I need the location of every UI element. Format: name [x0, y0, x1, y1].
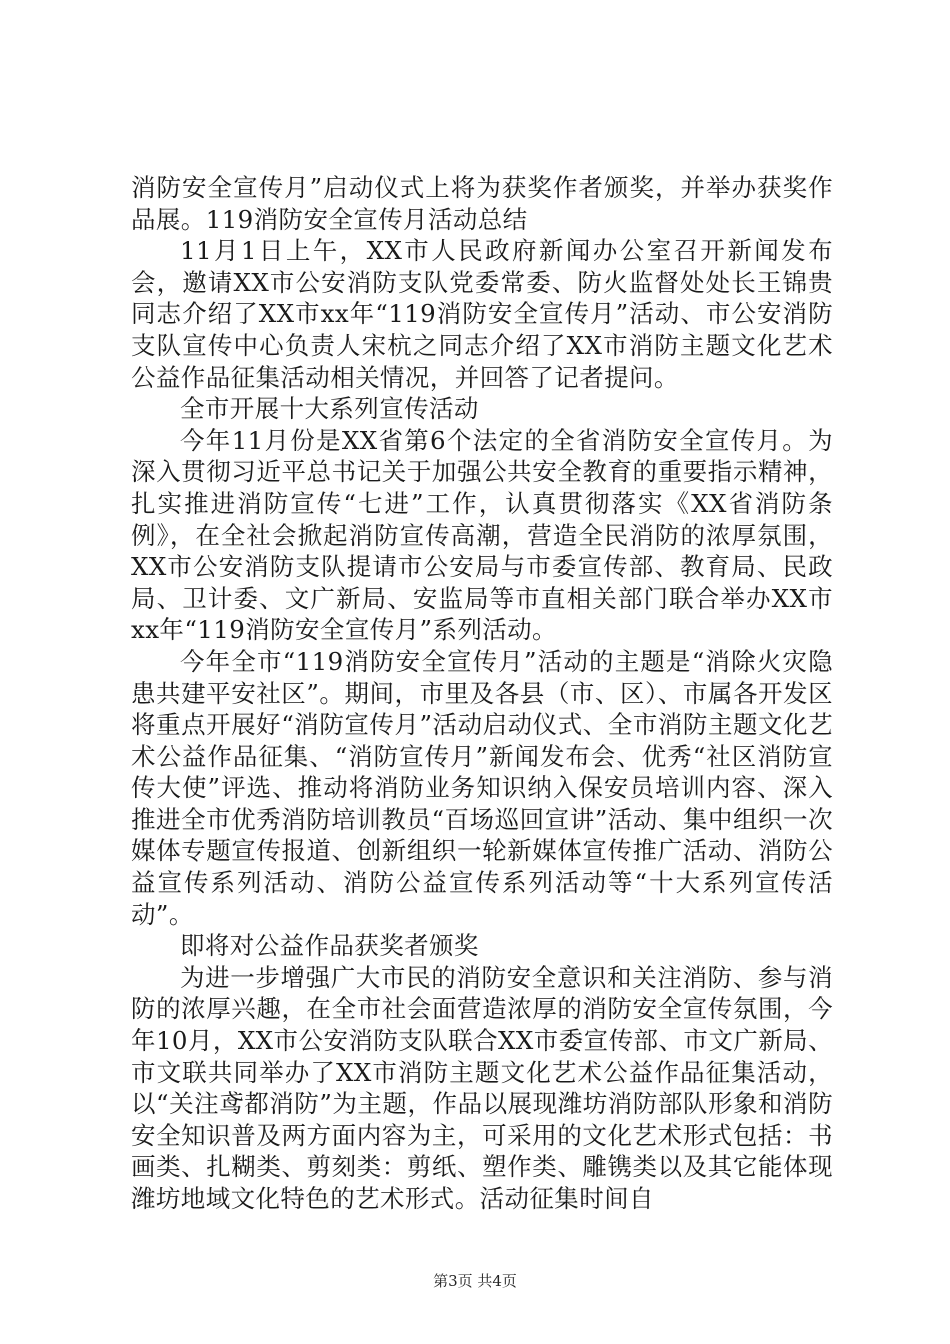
paragraph-activity-theme: 今年全市“119消防安全宣传月”活动的主题是“消除火灾隐患共建平安社区”。期间，市里及各县（市、区）、市属各开发区将重点开展好“消防宣传月”活动启动仪式、全市消防主题文化艺术公益作品征集、“消防宣传月”新闻发布会、优秀“社区消防宣传大使”评选、推动将消防业务知识纳入保安员培训内容、深入推进全市优秀消防培训教员“百场巡回宣讲”活动、集中组织一次媒体专题宣传报道、创新组织一轮新媒体宣传推广活动、消防公益宣传系列活动、消防公益宣传系列活动等“十大系列宣传活动”。: [131, 646, 833, 929]
document-body: [131, 172, 833, 1215]
section-heading-ten-activities: 全市开展十大系列宣传活动: [180, 394, 479, 424]
page-number: 第3页 共4页: [433, 1272, 517, 1290]
paragraph-continuation: 消防安全宣传月”启动仪式上将为获奖作者颁奖，并举办获奖作品展。119消防安全宣传月活动总结: [131, 173, 833, 234]
paragraph-press-conference: 11月1日上午，XX市人民政府新闻办公室召开新闻发布会，邀请XX市公安消防支队党委常委、防火监督处处长王锦贵同志介绍了XX市xx年“119消防安全宣传月”活动、市公安消防支队宣传中心负责人宋杭之同志介绍了XX市消防主题文化艺术公益作品征集活动相关情况，并回答了记者提问。: [131, 236, 833, 392]
paragraph-art-collection: 为进一步增强广大市民的消防安全意识和关注消防、参与消防的浓厚兴趣，在全市社会面营造浓厚的消防安全宣传氛围，今年10月，XX市公安消防支队联合XX市委宣传部、市文广新局、市文联共同举办了XX市消防主题文化艺术公益作品征集活动，以“关注鸢都消防”为主题，作品以展现潍坊消防部队形象和消防安全知识普及两方面内容为主，可采用的文化艺术形式包括：书画类、扎糊类、剪刻类：剪纸、塑作类、雕镌类以及其它能体现潍坊地域文化特色的艺术形式。活动征集时间自: [131, 962, 833, 1213]
page-footer: [0, 1272, 950, 1290]
paragraph-safety-month: 今年11月份是XX省第6个法定的全省消防安全宣传月。为深入贯彻习近平总书记关于加强公共安全教育的重要指示精神，扎实推进消防宣传“七进”工作，认真贯彻落实《XX省消防条例》，在全社会掀起消防宣传高潮，营造全民消防的浓厚氛围，XX市公安消防支队提请市公安局与市委宣传部、教育局、民政局、卫计委、文广新局、安监局等市直相关部门联合举办XX市xx年“119消防安全宣传月”系列活动。: [131, 425, 833, 645]
section-heading-award: 即将对公益作品获奖者颁奖: [180, 931, 479, 961]
